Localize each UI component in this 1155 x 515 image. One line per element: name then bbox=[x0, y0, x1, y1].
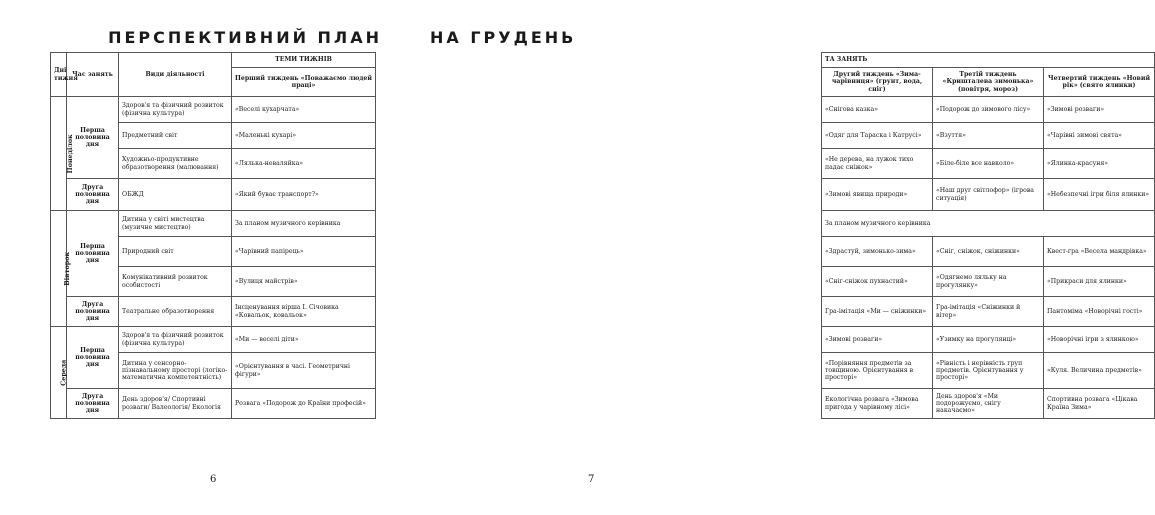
activity-cell: Дитина у світі мистецтва (музичне мистецтво) bbox=[119, 211, 232, 237]
week2-cell: Гра-імітація «Ми — сніжинки» bbox=[822, 297, 933, 327]
week4-cell: «Новорічні ігри з ялинкою» bbox=[1044, 327, 1155, 353]
week1-cell: «Вулиця майстрів» bbox=[232, 267, 376, 297]
week1-cell: «Чарівний папірець» bbox=[232, 237, 376, 267]
week2-cell: «Порівняння предметів за товщиною. Орієнтування в просторі» bbox=[822, 353, 933, 389]
page-number-left: 6 bbox=[210, 474, 217, 485]
week4-cell: Квест-гра «Весела мандрівка» bbox=[1044, 237, 1155, 267]
week4-cell: «Чарівні зимові свята» bbox=[1044, 123, 1155, 149]
week1-cell: Інсценування вірша І. Січовика «Ковальок, ковальок» bbox=[232, 297, 376, 327]
second-half-label: Друга половина дня bbox=[67, 297, 119, 327]
week1-cell: «Лялька-неваляйка» bbox=[232, 149, 376, 179]
week3-cell: «Одягнемо ляльку на прогулянку» bbox=[933, 267, 1044, 297]
second-half-label: Друга половина дня bbox=[67, 389, 119, 419]
right-page bbox=[400, 0, 1151, 515]
header-week4: Четвертий тиждень «Новий рік» (свято ялинки) bbox=[1044, 68, 1155, 97]
right-page-title: НА ГРУДЕНЬ bbox=[430, 28, 577, 47]
first-half-label: Перша половина дня bbox=[67, 97, 119, 179]
activity-cell: Дитина у сенсорно-пізнавальному просторі (логіко-математична компетентність) bbox=[119, 353, 232, 389]
week1-cell: «Маленькі кухарі» bbox=[232, 123, 376, 149]
page-number-right: 7 bbox=[588, 474, 595, 485]
first-half-label: Перша половина дня bbox=[67, 211, 119, 297]
music-span-cell: За планом музичного керівника bbox=[822, 211, 1155, 237]
week2-cell: Екологічна розвага «Зимова пригода у чарівному лісі» bbox=[822, 389, 933, 419]
week3-cell: «Біле-біле все навколо» bbox=[933, 149, 1044, 179]
header-week3: Третій тиждень «Кришталева зимонька» (повітря, мороз) bbox=[933, 68, 1044, 97]
activity-cell: Комунікативний розвиток особистості bbox=[119, 267, 232, 297]
activity-cell: День здоров'я/ Спортивні розваги/ Валеологія/ Екологія bbox=[119, 389, 232, 419]
day-tuesday: Вівторок bbox=[51, 211, 67, 327]
first-half-label: Перша половина дня bbox=[67, 327, 119, 389]
week4-cell: Пантоміма «Новорічні гості» bbox=[1044, 297, 1155, 327]
header-days: Дні тижня bbox=[51, 53, 67, 97]
week1-cell: За планом музичного керівника bbox=[232, 211, 376, 237]
left-page-title: ПЕРСПЕКТИВНИЙ ПЛАН bbox=[108, 28, 382, 47]
header-themes-cont: ТА ЗАНЯТЬ bbox=[822, 53, 1155, 68]
header-time: Час занять bbox=[67, 53, 119, 97]
week4-cell: «Небезпечні ігри біля ялинки» bbox=[1044, 179, 1155, 211]
header-week1: Перший тиждень «Поважаємо людей праці» bbox=[232, 68, 376, 97]
week1-cell: Розвага «Подорож до Країни професій» bbox=[232, 389, 376, 419]
week2-cell: «Здрастуй, зимонько-зима» bbox=[822, 237, 933, 267]
header-activity: Види діяльності bbox=[119, 53, 232, 97]
week3-cell: «Подорож до зимового лісу» bbox=[933, 97, 1044, 123]
week2-cell: «Зимові явища природи» bbox=[822, 179, 933, 211]
week2-cell: «Одяг для Тараска і Катрусі» bbox=[822, 123, 933, 149]
week2-cell: «Сніг-сніжок пухнастий» bbox=[822, 267, 933, 297]
day-wednesday: Середа bbox=[51, 327, 67, 419]
week4-cell: «Прикраси для ялинки» bbox=[1044, 267, 1155, 297]
activity-cell: Здоров'я та фізичний розвиток (фізична культура) bbox=[119, 327, 232, 353]
week3-cell: День здоров'я «Ми подорожуємо, снігу накачаємо» bbox=[933, 389, 1044, 419]
week3-cell: Гра-імітація «Сніжинки й вітер» bbox=[933, 297, 1044, 327]
week2-cell: «Зимові розваги» bbox=[822, 327, 933, 353]
second-half-label: Друга половина дня bbox=[67, 179, 119, 211]
week1-cell: «Веселі кухарчата» bbox=[232, 97, 376, 123]
week3-cell: «Взуття» bbox=[933, 123, 1044, 149]
left-page bbox=[0, 0, 400, 515]
activity-cell: Предметний світ bbox=[119, 123, 232, 149]
week4-cell: «Зимові розваги» bbox=[1044, 97, 1155, 123]
activity-cell: Природний світ bbox=[119, 237, 232, 267]
week3-cell: «Сніг, сніжок, сніжинки» bbox=[933, 237, 1044, 267]
week2-cell: «Не дерева, на лужок тихо падає сніжок» bbox=[822, 149, 933, 179]
week3-cell: «Узимку на прогулянці» bbox=[933, 327, 1044, 353]
week4-cell: Спортивна розвага «Цікава Країна Зима» bbox=[1044, 389, 1155, 419]
activity-cell: Театральне образотворення bbox=[119, 297, 232, 327]
week4-cell: «Ялинка-красуня» bbox=[1044, 149, 1155, 179]
header-week2: Другий тиждень «Зима-чарівниця» (грунт, вода, сніг) bbox=[822, 68, 933, 97]
week1-cell: «Орієнтування в часі. Геометричні фігури» bbox=[232, 353, 376, 389]
header-themes: ТЕМИ ТИЖНІВ bbox=[232, 53, 376, 68]
week3-cell: «Рівність і нерівність груп предметів. Орієнтування у просторі» bbox=[933, 353, 1044, 389]
week3-cell: «Наш друг світлофор» (ігрова ситуація) bbox=[933, 179, 1044, 211]
week4-cell: «Куля. Величина предметів» bbox=[1044, 353, 1155, 389]
plan-table-right bbox=[821, 52, 1155, 419]
day-monday: Понеділок bbox=[51, 97, 67, 211]
activity-cell: ОБЖД bbox=[119, 179, 232, 211]
plan-table-left bbox=[50, 52, 376, 419]
activity-cell: Художньо-продуктивне образотворення (малювання) bbox=[119, 149, 232, 179]
activity-cell: Здоров'я та фізичний розвиток (фізична культура) bbox=[119, 97, 232, 123]
week2-cell: «Снігова казка» bbox=[822, 97, 933, 123]
week1-cell: «Ми — веселі діти» bbox=[232, 327, 376, 353]
week1-cell: «Який буває транспорт?» bbox=[232, 179, 376, 211]
